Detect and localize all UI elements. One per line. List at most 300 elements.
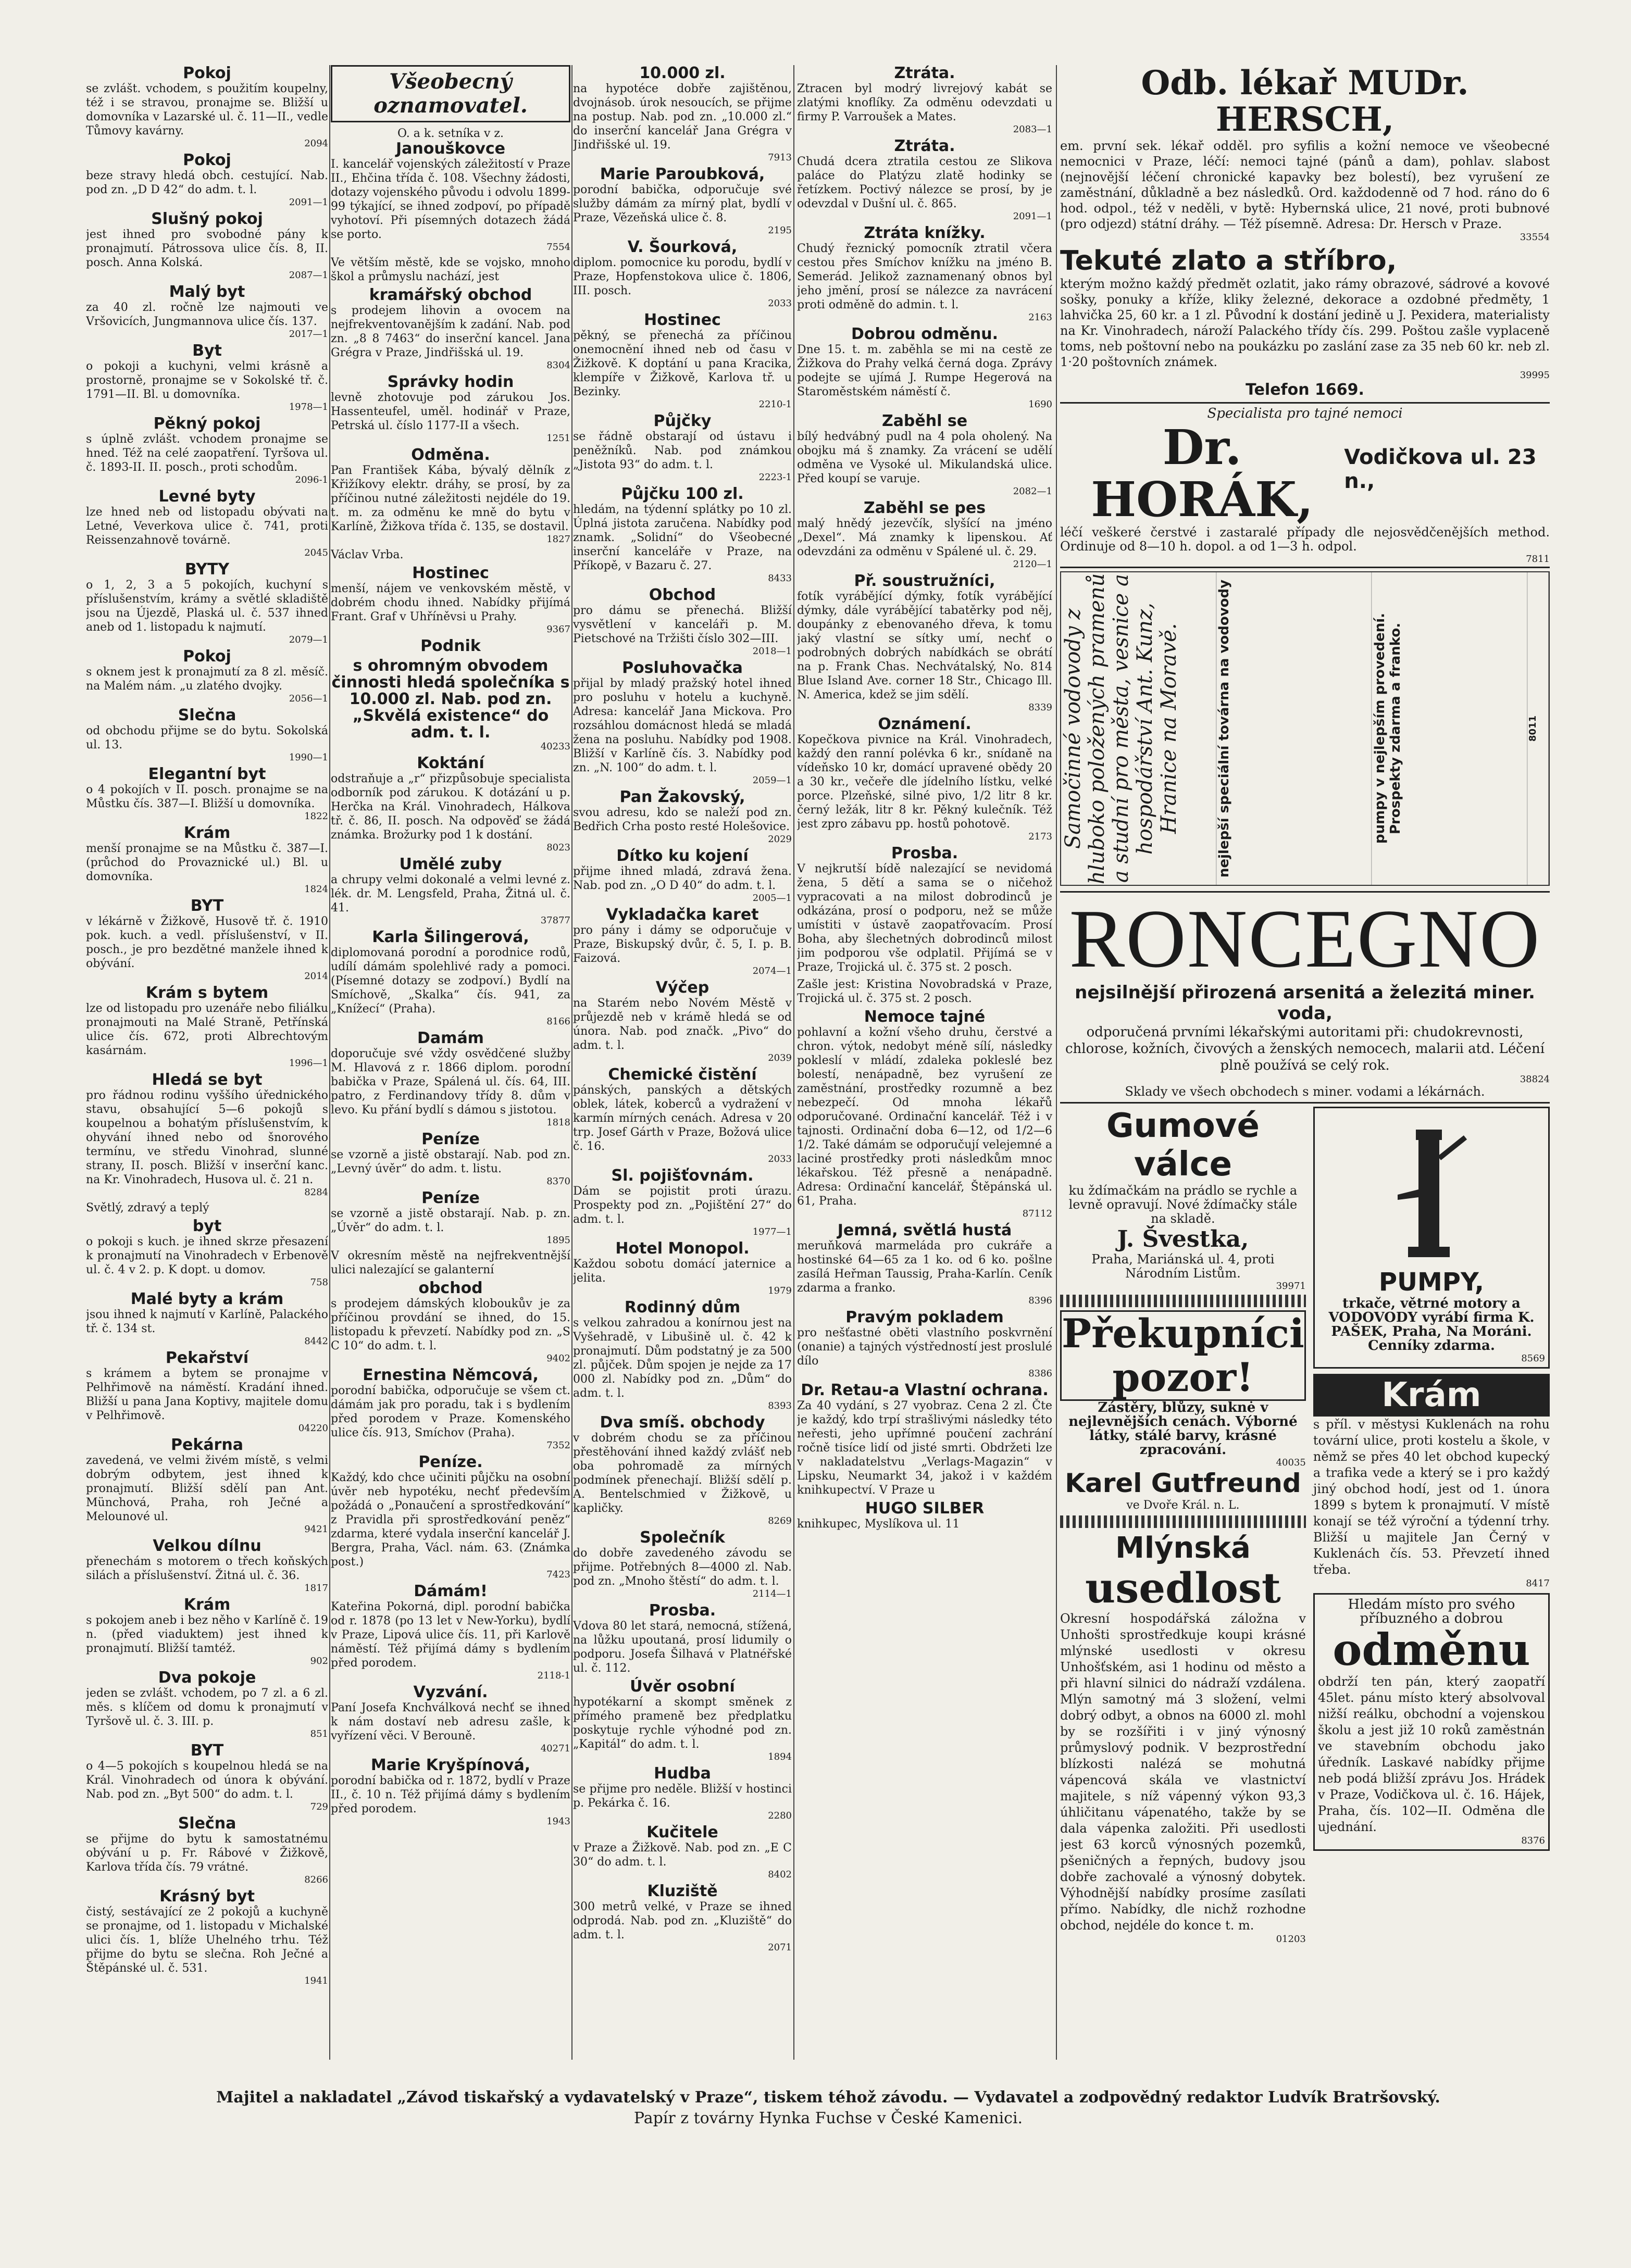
classified-ad-number: 2114—1 xyxy=(752,1588,792,1599)
classified-ad-text: se vzorně a jistě obstarají. Nab. pod zn. „Levný úvěr“ do adm. t. listu. xyxy=(331,1148,570,1175)
classified-ad xyxy=(331,287,570,371)
classified-ad xyxy=(86,1291,328,1347)
classified-ad-heading: Rodinný dům xyxy=(624,1298,741,1317)
classified-ad-heading: Marie Kryšpínová, xyxy=(370,1756,531,1774)
ad-number: 8011 xyxy=(1527,572,1549,885)
classified-ad-number: 2118-1 xyxy=(537,1670,570,1681)
classified-ad-heading: Karla Šilingerová, xyxy=(372,928,529,946)
classified-ad xyxy=(86,1437,328,1535)
classified-ad xyxy=(573,660,792,786)
classified-ad-text: pro pány i dámy se odporučuje v Praze, Biskupský dvůr, č. 5, I. p. B. Faizová. xyxy=(573,924,792,965)
classified-ad-text: o 4—5 pokojích s koupelnou hledá se na Král. Vinohradech od února k obývání. Nab. pod zn. „Byt 500“ do adm. t. l. xyxy=(86,1760,328,1801)
classified-ad-heading: V. Šourková, xyxy=(627,238,738,256)
classified-ad-text: Dne 15. t. m. zaběhla se mi na cestě ze Žižkova do Prahy velká černá doga. Zprávy podejte se ujímá J. Rumpe Hegerová na Staroměstském náměstí č. xyxy=(797,343,1052,398)
classified-ad xyxy=(331,1030,570,1128)
classified-ad xyxy=(331,1280,570,1364)
classified-ad-number: 1251 xyxy=(546,433,570,444)
ad-number: 39971 xyxy=(1276,1281,1306,1292)
ad-waterworks-text-2: nejlepší speciální továrna na vodovody xyxy=(1216,572,1372,885)
classified-ad-heading: Peníze. xyxy=(418,1453,483,1471)
classified-ad xyxy=(573,166,792,236)
classified-ad-text: Ve větším městě, kde se vojsko, mnoho škol a průmyslu nachází, jest xyxy=(331,256,570,283)
classified-ad-text: Ztracen byl modrý livrejový kabát se zlatými knoflíky. Za odměnu odevzdati u firmy P. Varroušek a Mates. xyxy=(797,82,1052,123)
classified-ad xyxy=(86,1201,328,1215)
classified-ad-text: za 40 zl. ročně lze najmouti ve Vršovicích, Jungmannova ulice čís. 137. xyxy=(86,301,328,328)
classified-ad-heading: Elegantní byt xyxy=(148,765,266,783)
ad-roncegno-text: odporučená prvními lékařskými autoritami při: chudokrevnosti, chlorose, kožních, čivových a ženských nemocech, malarii atd. Léčení plně používá se celý rok. xyxy=(1065,1024,1545,1073)
classified-ad-heading: Krám xyxy=(183,824,231,842)
classified-ad-number: 2014 xyxy=(304,971,328,982)
classified-ad-heading: Správky hodin xyxy=(387,373,514,391)
classified-ad xyxy=(573,1602,792,1675)
classified-ad-heading: Prosba. xyxy=(891,844,958,862)
classified-ad-heading: Pekárna xyxy=(171,1436,243,1454)
ad-number: 8376 xyxy=(1521,1835,1545,1846)
classified-ad-heading: Ernestina Němcová, xyxy=(363,1366,539,1384)
classified-ad-heading: obchod xyxy=(418,1279,483,1297)
classified-ad xyxy=(86,561,328,645)
classified-ad xyxy=(86,488,328,558)
ad-horak-address: Vodičkova ul. 23 n., xyxy=(1344,445,1537,493)
classified-ad xyxy=(573,1168,792,1237)
classified-ad-text: zavedená, ve velmi živém místě, s velmi dobrým odbytem, jest ihned k pronajmutí. Bližší sdělí pan Ant. Münchová, Praha, roh Ječné a Melounové ul. xyxy=(86,1454,328,1523)
general-announcer-title: Všeobecný oznamovatel. xyxy=(373,69,528,118)
classified-ad-text: Václav Vrba. xyxy=(331,548,404,561)
classified-ad-number: 758 xyxy=(310,1277,328,1288)
ad-dealers-title: Překupníci pozor! xyxy=(1060,1310,1306,1401)
classified-ad-text: meruňková marmeláda pro cukráře a hostinské 64—65 za 1 ko. od 6 ko. pošlne zasílá Heřman Taussig, Praha-Karlín. Ceník zdarma a franko. xyxy=(797,1239,1052,1295)
classified-ad-number: 1818 xyxy=(546,1117,570,1128)
classified-ad xyxy=(86,1538,328,1594)
ad-horak-text: léčí veškeré čerstvé i zastaralé případy dle nejosvědčenějších method. Ordinuje od 8—10 h. dopol. a od 1—3 h. odpol. xyxy=(1060,525,1550,554)
ad-rollers-name: J. Švestka, xyxy=(1117,1226,1249,1252)
classified-ad-number: 2091—1 xyxy=(1013,211,1052,222)
classified-ad-heading: BYT xyxy=(190,1741,224,1760)
classified-ad-heading: Vykladačka karet xyxy=(606,906,759,924)
classified-ad-text: o pokoji a kuchyni, velmi krásně a prostorně, pronajme se v Sokolské tř. č. 1791—II. Bl. u domovníka. xyxy=(86,360,328,401)
classified-ad xyxy=(86,825,328,895)
ad-reward-pretitle: Hledám místo pro svého příbuzného a dobrou xyxy=(1348,1597,1515,1626)
classified-ad xyxy=(573,413,792,483)
classified-ad-text: se zvlášt. vchodem, s použitím koupelny, též i se stravou, pronajme se. Bližší u domovníka v Lazarské ul. č. 11—II., vedle Tůmovy kavárny. xyxy=(86,82,328,137)
classified-ad-heading: Hostinec xyxy=(644,311,721,329)
ad-reward-text: obdrží ten pán, který zaopatří 45let. pánu místo který absolvoval nižší reálku, obchodní a vojenskou školu a jest již 10 roků zaměstnán ve stavebním obchodu jako úředník. Laskavé nabídky přijme neb podá bližší zprávu Jos. Hrádek v Praze, Vodičkova ul. č. 16. Hájek, Praha, čís. 102—II. Odměna dle ujednání. xyxy=(1317,1674,1545,1834)
ad-number: 40035 xyxy=(1276,1457,1306,1468)
classified-ad-text: přijal by mladý pražský hotel ihned pro posluhu v hotelu a kuchyně. Adresa: kancelář Jana Mickova. Pro rozsáhlou domácnost hledá se mladá žena na posluhu. Nabídky pod 1908. Bližší v Karlíně čís. 3. Nabídky pod zn. „N. 100“ do adm. t. l. xyxy=(573,677,792,774)
classified-ad xyxy=(573,1765,792,1821)
classified-ad-number: 1977—1 xyxy=(752,1226,792,1237)
classified-ad-heading: Malé byty a krám xyxy=(130,1290,284,1308)
classifieds-column-3 xyxy=(573,65,792,2081)
classified-ad-heading: Pokoj xyxy=(183,647,231,666)
classified-ad-heading: Půjčky xyxy=(653,412,712,430)
classifieds-column-4 xyxy=(797,65,1052,2081)
ad-rollers xyxy=(1060,1107,1306,1945)
ad-gold xyxy=(1060,246,1550,399)
classified-ad xyxy=(86,152,328,208)
classified-ad xyxy=(573,1530,792,1599)
classified-ad-heading: Pan Žakovský, xyxy=(619,788,745,806)
advertisement-column xyxy=(1060,65,1550,2081)
classified-ad xyxy=(797,1009,1052,1219)
classified-ad-heading: Damám xyxy=(417,1029,484,1047)
classified-ad xyxy=(86,1815,328,1885)
classified-ad-text: pěkný, se přenechá za příčinou onemocnění ihned neb od času v Žižkově. K doptání u pana Kracika, klempíře v Žižkově, Karlova tř. u Bezinky. xyxy=(573,329,792,398)
classified-ad-text: s oknem jest k pronajmutí za 8 zl. měsíč. na Malém nám. „u zlatého dvojky. xyxy=(86,666,328,693)
classified-ad-heading: Nemoce tajné xyxy=(864,1008,986,1026)
classified-ad-number: 2059—1 xyxy=(752,775,792,786)
ad-hersch xyxy=(1060,65,1550,243)
classified-ad xyxy=(797,1382,1052,1497)
classified-ad-text: pro dámu se přenechá. Bližší vysvětlení v kanceláři p. M. Pietschové na Tržišti číslo 302—III. xyxy=(573,604,792,645)
ad-gold-text: kterým možno každý předmět ozlatit, jako rámy obrazové, sádrové a kovové sošky, ponuky a kříže, kliky železné, dekorace a ozdobné předměty, 1 lahvička 25, 60 kr. a 1 zl. Původní k dostání jedině u J. Pexidera, materialisty na Kr. Vinohradech, nároží Palackého třídy čís. 299. Poštou zašle vyplaceně toms, neb poštovní nebo na poukázku po zaslání zase za 35 neb 60 kr. neb zl. 1·20 poštovních známek. xyxy=(1060,277,1550,369)
classified-ad xyxy=(331,1757,570,1827)
classified-ad-number: 1979 xyxy=(768,1285,792,1296)
classified-ad xyxy=(86,766,328,822)
ad-hersch-text: em. první sek. lékař odděl. pro syfilis a kožní nemoce ve všeobecné nemocnici v Praze, léčí: nemoci tajné (pánů a dam), pohlav. slabost (nejnovější léčení chronické kapavky bez bolestí), bez vyrušení ze zaměstnání, důkladně a bez následků. Ord. každodenně od 7 hod. ráno do 6 hod. odpol., též v neděli, v bytě: Hybernská ulice, 21 nové, proti bubnové (pro odjezd) státní dráhy. — Též písemně. Adresa: Dr. Hersch v Praze. xyxy=(1060,139,1550,231)
classified-ad-text: Zašle jest: Kristina Novobradská v Praze, Trojická ul. č. 375 st. 2 posch. xyxy=(797,978,1052,1005)
classified-ad-number: 9402 xyxy=(546,1353,570,1364)
ad-waterworks-vertical xyxy=(1060,571,1550,886)
ad-gold-title: Tekuté zlato a stříbro, xyxy=(1060,245,1397,277)
classified-ad xyxy=(573,907,792,976)
classified-ad-text: pro nešťastné oběti vlastního poskvrnění (onanie) a tajných výstředností jest proslulé dílo xyxy=(797,1326,1052,1368)
ad-number: 39995 xyxy=(1520,370,1550,381)
classified-ad xyxy=(797,845,1052,974)
classified-ad-number: 2091—1 xyxy=(289,197,328,208)
classified-ad xyxy=(86,1350,328,1434)
classified-ad-heading: Př. soustružníci, xyxy=(854,572,995,590)
classified-ad xyxy=(331,374,570,444)
classified-ad xyxy=(331,1131,570,1187)
classified-ad-text: menší, nájem ve venkovském městě, v dobrém chodu ihned. Nabídky přijímá Frant. Graf v Uhříněvsi u Prahy. xyxy=(331,582,570,623)
classified-ad-text: jeden se zvlášt. vchodem, po 7 zl. a 6 zl. měs. s klíčem od domu k pronajmutí v Tyršově ul. č. 3. III. p. xyxy=(86,1687,328,1728)
classified-ad-text: pánských, panských a dětských oblek, látek, koberců a vydražení v karmín mírných cenách. Adresa v 20 trp. Josef Gárth v Praze, Božová ulice č. 16. xyxy=(573,1084,792,1153)
ad-hersch-title: Odb. lékař MUDr. HERSCH, xyxy=(1141,65,1469,139)
ad-dealers-address: ve Dvoře Král. n. L. xyxy=(1126,1499,1240,1512)
classified-ad-heading: Ztráta. xyxy=(894,137,955,155)
classified-ad-number: 2056—1 xyxy=(289,693,328,704)
classified-ad-text: s prodejem dámských kloboukův je za příčinou provdání se ihned, do 15. listopadu k převzetí. Nabídky pod zn. „S C 10“ do adm. t. l. xyxy=(331,1297,570,1352)
classified-ad-text: jest ihned pro svobodné pány k pronajmutí. Pátrossova ulice čís. 8, II. posch. Anna Kolská. xyxy=(86,228,328,269)
classified-ad xyxy=(573,1414,792,1526)
classified-ad-number: 40271 xyxy=(540,1743,570,1754)
classified-ad xyxy=(331,929,570,1027)
classified-ad-number: 1824 xyxy=(304,884,328,895)
classified-ad-number: 2005—1 xyxy=(752,893,792,904)
ad-shop-title: Krám xyxy=(1313,1374,1550,1417)
classified-ad-number: 8266 xyxy=(304,1874,328,1885)
classified-ad-number: 1822 xyxy=(304,811,328,822)
ad-number: 8417 xyxy=(1526,1578,1550,1589)
classified-ad-text: o 4 pokojích v II. posch. pronajme se na Můstku čís. 387—I. Bližší u domovníka. xyxy=(86,783,328,810)
classified-ad-number: 2173 xyxy=(1028,831,1052,842)
ad-dealers-text: Zástěry, blůzy, suknė v nejlevnějších cenách. Výborné látky, stálé barvy, krásné zpracování. xyxy=(1068,1400,1298,1458)
classified-ad-heading: Hotel Monopol. xyxy=(615,1239,750,1258)
classified-ad-number: 2039 xyxy=(768,1052,792,1063)
ad-roncegno-footer: Sklady ve všech obchodech s miner. vodami a lékárnách. xyxy=(1125,1084,1485,1099)
classified-ad-number: 04220 xyxy=(298,1423,328,1434)
classified-ad-number: 2074—1 xyxy=(752,966,792,976)
column-rule xyxy=(329,65,330,2060)
ad-mill-title-2: usedlost xyxy=(1085,1563,1281,1612)
classified-ad-number: 2017—1 xyxy=(289,329,328,340)
classified-ad-text: se vzorně a jistě obstarají. Nab. p. zn. „Úvěr“ do adm. t. l. xyxy=(331,1207,570,1234)
classified-ad-heading: Marie Paroubková, xyxy=(600,165,765,183)
classified-ad-heading: Ztráta. xyxy=(894,65,955,82)
classified-ad-text: levně zhotovuje pod zárukou Jos. Hassenteufel, uměl. hodinář v Praze, Petrská ul. číslo 1177-II a všech. xyxy=(331,391,570,432)
classified-ad-heading: Byt xyxy=(192,342,222,360)
classified-ad-number: 8269 xyxy=(768,1515,792,1526)
classified-ad-heading: Kučitele xyxy=(646,1823,718,1841)
classified-ad-number: 8304 xyxy=(546,360,570,371)
pump-icon xyxy=(1387,1117,1476,1262)
classified-ad xyxy=(331,1367,570,1451)
classified-ad xyxy=(331,638,570,655)
classified-ad-number: 1827 xyxy=(546,534,570,545)
classified-ad xyxy=(331,565,570,635)
ad-rollers-text: ku ždímačkám na prádlo se rychle a levně opravují. Nové ždímačky stále na skladě. xyxy=(1068,1183,1298,1226)
classified-ad-heading: Chemické čistění xyxy=(608,1066,757,1084)
ad-roncegno-subtitle: nejsilnější přirozená arsenitá a železitá miner. voda, xyxy=(1075,982,1535,1024)
classified-ad-heading: Zaběhl se xyxy=(881,412,968,430)
classified-ad xyxy=(573,1240,792,1296)
classified-ad xyxy=(331,1583,570,1681)
general-announcer-subtitle: O. a k. setníka v z. xyxy=(397,127,504,140)
classified-ad-heading: Slušný pokoj xyxy=(151,210,263,228)
classified-ad-number: 1978—1 xyxy=(289,402,328,412)
classified-ad-number: 9367 xyxy=(546,624,570,635)
classified-ad-heading: Peníze xyxy=(421,1130,480,1148)
classified-ad-text: v dobrém chodu se za příčinou přestěhování ihned každý zvlášť neb oba pohromadě za mírných podmínek přenechají. Bližší sdělí p. A. Bentelschmied v Žižkově, u kapličky. xyxy=(573,1432,792,1515)
ad-number: 38824 xyxy=(1520,1074,1550,1085)
classified-ad-number: 7352 xyxy=(546,1440,570,1451)
classified-ad-number: 2029 xyxy=(768,834,792,845)
classified-ad-number: 7423 xyxy=(546,1569,570,1580)
classified-ad-number: 2280 xyxy=(768,1810,792,1821)
classified-ad-text: na Starém nebo Novém Městě v průjezdě neb v krámě hledá se od února. Nab. pod značk. „Pivo“ do adm. t. l. xyxy=(573,997,792,1052)
classified-ad xyxy=(331,1454,570,1580)
classified-ad-heading: 10.000 zl. xyxy=(639,65,726,82)
classified-ad-heading: Půjčku 100 zl. xyxy=(621,485,744,503)
classified-ad xyxy=(86,1218,328,1288)
classified-ad-heading: Pěkný pokoj xyxy=(153,415,261,433)
classified-ad-heading: Krám xyxy=(183,1596,231,1614)
classified-ad-text: čistý, sestávající ze 2 pokojů a kuchyně se pronajme, od 1. listopadu v Michalské ulici čís. 1, blíže Uhelného trhu. Též přijme do bytu se slečna. Roh Ječné a Štěpánské ul. č. 531. xyxy=(86,1906,328,1975)
classified-ad-number: 2094 xyxy=(304,138,328,149)
classified-ad-heading: Posluhovačka xyxy=(622,659,743,677)
classified-ad-number: 2210-1 xyxy=(758,399,792,410)
classified-ad-number: 1895 xyxy=(546,1235,570,1246)
classified-ad-text: Kateřina Pokorná, dipl. porodní babička od r. 1878 (po 13 let v New-Yorku), bydlí v Praze, Lipová ulice čís. 11, při Karlově náměstí. Též přijímá dámy s bydlením před porodem. xyxy=(331,1600,570,1670)
classifieds-column-2 xyxy=(331,65,570,2081)
classified-ad-heading: Slečna xyxy=(178,706,236,724)
classified-ad xyxy=(797,573,1052,713)
classified-ad-text: s úplně zvlášt. vchodem pronajme se hned. Též na celé zaopatření. Tyršova ul. č. 1893-II. II. posch., proti schodům. xyxy=(86,433,328,474)
classified-ad xyxy=(86,65,328,149)
classified-ad-number: 1941 xyxy=(304,1975,328,1986)
classified-ad-text: Za 40 vydání, s 27 vyobraz. Cena 2 zl. Čte je každý, kdo trpí strašlivými následky této neřesti, jeho upřímné poučení zachrání ročně tisíce lidí od jisté smrti. Obdržeti lze v nakladatelstvu „Verlags-Magazin“ v Lipsku, Neumarkt 34, jakož i v každém knihkupectví. V Praze u xyxy=(797,1399,1052,1497)
classified-ad xyxy=(331,447,570,545)
ad-pumps-text: trkače, větrné motory a VODOVODY vyrábí firma K. PAŠEK, Praha, Na Moráni. Cenníky zdarma. xyxy=(1328,1296,1535,1354)
classified-ad xyxy=(86,898,328,982)
classified-ad xyxy=(573,1824,792,1880)
classified-ad-text: doporučuje své vždy osvědčené služby M. Hlavová z r. 1866 diplom. porodní babička v Praze, Spálená ul. čís. 64, III. patro, z Ferdinandovy třídy 8. dům v levo. Ku přání bydlí s dámou s jistotou. xyxy=(331,1047,570,1117)
ornament-border xyxy=(1060,1295,1306,1307)
imprint-line-1: Majitel a nakladatel „Závod tiskařský a vydavatelský v Praze“, tiskem téhož závodu. — Vydavatel a zodpovědný redaktor Ludvík Bratršovský. xyxy=(216,2088,1440,2107)
classified-ad-heading: Krásný byt xyxy=(159,1887,255,1906)
classified-ad xyxy=(573,239,792,309)
classified-ad-number: 2033 xyxy=(768,1154,792,1164)
classified-ad-text: se přijme pro neděle. Bližší v hostinci p. Pekárka č. 16. xyxy=(573,1783,792,1810)
classified-ad-number: 729 xyxy=(310,1801,328,1812)
classified-ad-text: I. kancelář vojenských záležitostí v Praze II., Ehčina třída č. 108. Všechny žádosti, dotazy vojenského původu i odvolu 1899-99 týkající, se ihned zodpoví, po případě vyhotoví. Při písemných dotazech žádá se porto. xyxy=(331,158,570,241)
classified-ad-heading: byt xyxy=(192,1217,222,1235)
classified-ad-text: Paní Josefa Knchválková nechť se ihned k nám dostaví neb adresu zašle, k vyřízení věci. V Berouně. xyxy=(331,1701,570,1743)
ad-number: 01203 xyxy=(1276,1934,1306,1945)
classified-ad-heading: Úvěr osobní xyxy=(630,1677,735,1696)
classified-ad xyxy=(573,789,792,845)
classified-ad-text: porodní babička, odporučuje své služby dámám za mírný plat, bydlí v Praze, Vězeňská ulice č. 8. xyxy=(573,183,792,224)
classified-ad-heading: Obchod xyxy=(649,586,716,604)
classified-ad-heading: Podnik xyxy=(420,637,481,655)
classified-ad xyxy=(331,141,570,253)
classified-ad xyxy=(86,1888,328,1986)
classified-ad-heading: Oznámení. xyxy=(878,715,972,733)
classified-ad-text: 300 metrů velké, v Praze se ihned odprodá. Nab. pod zn. „Kluziště“ do adm. t. l. xyxy=(573,1900,792,1941)
classified-ad-number: 1817 xyxy=(304,1583,328,1594)
classified-ad xyxy=(573,312,792,410)
classified-ad-text: diplom. pomocnice ku porodu, bydlí v Praze, Hopfenstokova ulice č. 1806, III. posch. xyxy=(573,256,792,297)
classified-ad xyxy=(797,500,1052,570)
classified-ad-text: porodní babička od r. 1872, bydlí v Praze II., č. 10 n. Též přijímá dámy s bydlením před porodem. xyxy=(331,1774,570,1815)
classified-ad-text: se řádně obstarají od ústavu i peněžníků. Nab. pod známkou „Jistota 93“ do adm. t. l. xyxy=(573,430,792,471)
ad-pumps-title: PUMPY, xyxy=(1378,1268,1485,1297)
classified-ad-text: porodní babička, odporučuje se všem ct. dámám jak pro poradu, tak i s bydlením před porodem v Praze. Komenského ulice čís. 913, Smíchov (Praha). xyxy=(331,1384,570,1439)
classified-ad-heading: Velkou dílnu xyxy=(153,1537,262,1555)
classified-ad-number: 8370 xyxy=(546,1176,570,1187)
ad-number: 33554 xyxy=(1520,232,1550,243)
classified-ad-text: o pokoji s kuch. je ihned skrze přesazení k pronajmutí na Vinohradech v Erbenově ul. č. 4 v 2. p. K dopt. u domov. xyxy=(86,1235,328,1276)
general-announcer-box xyxy=(331,65,570,122)
classified-ad xyxy=(331,1249,570,1277)
classified-ad-number: 87112 xyxy=(1022,1208,1052,1219)
classified-ad-heading: Pekařství xyxy=(165,1349,249,1367)
classified-ad xyxy=(331,1684,570,1754)
classified-ad-number: 2033 xyxy=(768,298,792,309)
classified-ad xyxy=(86,1597,328,1666)
classified-ad-text: se přijme do bytu k samostatnému obývání u p. Fr. Rábové v Žižkově, Karlova třída čís. 79 vrátné. xyxy=(86,1833,328,1874)
classified-ad xyxy=(797,1309,1052,1379)
classified-ad-text: V okresním městě na nejfrekventnější ulici nalezající se galanterní xyxy=(331,1249,570,1276)
ad-mill-title-1: Mlýnská xyxy=(1115,1531,1251,1565)
ad-shop-text: s příl. v městysi Kuklenách na rohu tovární ulice, proti kostelu a škole, v němž se přes 40 let obchod kupecký a trafika vede a který se i pro každý jiný obchod hodí, jest od 1. února 1899 s bytem k pronajmutí. V místě konají se též výroční a týdenní trhy. Bližší u majitele Jan Černý v Kuklenách čís. 53. Převzetí ihned třeba. xyxy=(1313,1417,1550,1577)
classified-ad-text: o 1, 2, 3 a 5 pokojích, kuchyní s příslušenstvím, krámy a světlé skladiště jsou na Újezdě, Plaská ul. č. 537 ihned aneb od 1. listopadu k najmutí. xyxy=(86,579,328,634)
ad-reward-title: odměnu xyxy=(1333,1624,1530,1675)
classified-ad-text: od obchodu přijme se do bytu. Sokolská ul. 13. xyxy=(86,724,328,751)
classified-ad xyxy=(331,548,570,562)
classified-ad-heading: Prosba. xyxy=(649,1601,716,1620)
classified-ad xyxy=(86,707,328,763)
classified-ad-heading: Dobrou odměnu. xyxy=(851,325,998,343)
ad-roncegno xyxy=(1060,891,1550,1099)
classified-ad xyxy=(573,848,792,904)
classified-ad-heading: BYTY xyxy=(184,560,230,579)
classified-ad xyxy=(573,980,792,1063)
classified-ad-heading: Pravým pokladem xyxy=(845,1308,1004,1326)
classified-ad-text: fotík vyrábějící dýmky, fotík vyrábějící dýmky, dále vyrábějící tabatěrky pod něj, doupánky z ebenovaného dřeva, k tomu jaký vlastní se sítky umí, nechť o podrobných dobrých nabídkách se obrátí na p. Frank Chas. Nechvátalský, No. 814 Blue Island Ave. corner 18 Str., Chicago Ill. N. America, kdež se jim sdělí. xyxy=(797,590,1052,701)
classified-ad-text: knihkupec, Myslíkova ul. 11 xyxy=(797,1518,960,1531)
classified-ad xyxy=(573,1678,792,1762)
classified-ad-heading: Malý byt xyxy=(169,283,245,301)
classified-ad-number: 37877 xyxy=(540,915,570,926)
ad-horak xyxy=(1060,402,1550,568)
classified-ad-text: menší pronajme se na Můstku č. 387—I. (průchod do Provaznické ul.) Bl. u domovníka. xyxy=(86,842,328,883)
classified-ad-text: Kopečkova pivnice na Král. Vinohradech, každý den ranní polévka 6 kr., snídaně na vídeňsko 10 kr, domácí upravené obědy 20 a 30 kr., večeře dle jídelního lístku, velké porce. Plzeňské, silné pivo, 1/2 litr 8 kr. černý ležák, litr 8 kr. Pěkný kulečník. Též jest zpro zábavu pp. hostů pohotově. xyxy=(797,733,1052,831)
classified-ad-heading: Pokoj xyxy=(183,151,231,169)
classified-ad-text: beze stravy hledá obch. cestující. Nab. pod zn. „D D 42“ do adm. t. l. xyxy=(86,169,328,196)
classified-ad-number: 1990—1 xyxy=(289,752,328,763)
ad-dealers-name: Karel Gutfreund xyxy=(1065,1468,1301,1498)
classified-ad-number: 8284 xyxy=(304,1187,328,1198)
classified-ad-text: v lékárně v Žižkově, Husově tř. č. 1910 pok. kuch. a vedl. příslušenství, v II. posch., je pro bezdětné manžele ihned k obývání. xyxy=(86,915,328,970)
classified-ad-number: 1690 xyxy=(1028,399,1052,410)
classified-ad xyxy=(797,225,1052,323)
classified-ad-heading: Zaběhl se pes xyxy=(863,499,986,517)
classified-ad xyxy=(331,658,570,752)
classified-ad-text: hledám, na týdenní splátky po 10 zl. Úplná jistota zaručena. Nabídky pod znamk. „Solidní“ do Všeobecné inserční kanceláře v Praze, na Příkopě, v Bazaru č. 27. xyxy=(573,503,792,572)
ad-roncegno-title: RONCEGNO xyxy=(1069,892,1541,985)
classified-ad xyxy=(573,486,792,584)
classified-ad-text: V nejkrutší bídě nalezající se nevidomá žena, 5 dětí a sama se o ničehož vypracovati a na milost dobrodinců je odkázána, prosí o podporu, než se může umístiti v ústavě zaopatřovacím. Prosí Boha, aby šlechetných dobrodinců milost jim podporou vše odplatil. Přijímá se v Praze, Trojická ul. č. 375 st. 2 posch. xyxy=(797,862,1052,974)
classified-ad xyxy=(573,1883,792,1953)
classified-ad-heading: kramářský obchod xyxy=(369,286,532,304)
ornament-border xyxy=(1060,1515,1306,1528)
ad-horak-title: Dr. HORÁK, xyxy=(1091,419,1314,528)
classified-ad xyxy=(331,856,570,926)
classified-ad-heading: Slečna xyxy=(178,1814,236,1833)
classified-ad xyxy=(86,1743,328,1812)
classified-ad xyxy=(797,413,1052,497)
classified-ad xyxy=(331,1190,570,1246)
classified-ad-heading: Dámám! xyxy=(414,1582,488,1600)
classified-ad-text: do dobře zavedeného závodu se přijme. Potřebných 8—4000 zl. Nab. pod zn. „Mnoho štěstí“ do adm. t. l. xyxy=(573,1547,792,1588)
classified-ad-number: 8023 xyxy=(546,842,570,853)
classified-ad xyxy=(573,1067,792,1164)
classified-ad-number: 1996—1 xyxy=(289,1058,328,1069)
classified-ad xyxy=(797,716,1052,842)
classified-ad-number: 2071 xyxy=(768,1942,792,1953)
classified-ad-number: 8442 xyxy=(304,1336,328,1347)
classified-ad-text: Vdova 80 let stará, nemocná, stížená, na lůžku upoutaná, prosí lidumily o podporu. Josefa Šilhavá v Platnéřské ul. č. 112. xyxy=(573,1620,792,1675)
classified-ad-number: 2223-1 xyxy=(758,472,792,483)
classified-ad-text: přenechám s motorem o třech koňských silách a příslušenství. Žitná ul. č. 36. xyxy=(86,1555,328,1582)
classifieds-column-1 xyxy=(86,65,328,2081)
classified-ad-number: 2083—1 xyxy=(1013,124,1052,135)
classified-ad xyxy=(573,587,792,657)
classified-ad xyxy=(86,343,328,412)
classified-ad-number: 1894 xyxy=(768,1751,792,1762)
classified-ad-text: Každou sobotu domácí jaternice a jelita. xyxy=(573,1258,792,1285)
classified-ad xyxy=(86,985,328,1069)
classified-ad-number: 1943 xyxy=(546,1816,570,1827)
classified-ad-text: svou adresu, kdo se naleží pod zn. Bedřich Crha posto resté Holešovice. xyxy=(573,806,792,833)
classified-ad xyxy=(86,211,328,281)
classified-ad-text: Chudý řeznický pomocník ztratil včera cestou přes Smíchov knížku na jméno B. Semerád. Jelikož zaznamenaný obnos byl jeho jmění, prosí se nálezce za navrácení proti odměně do admin. t. l. xyxy=(797,242,1052,311)
ad-pumps xyxy=(1313,1107,1550,1945)
classified-ad-number: 2079—1 xyxy=(289,634,328,645)
classified-ad xyxy=(86,416,328,485)
